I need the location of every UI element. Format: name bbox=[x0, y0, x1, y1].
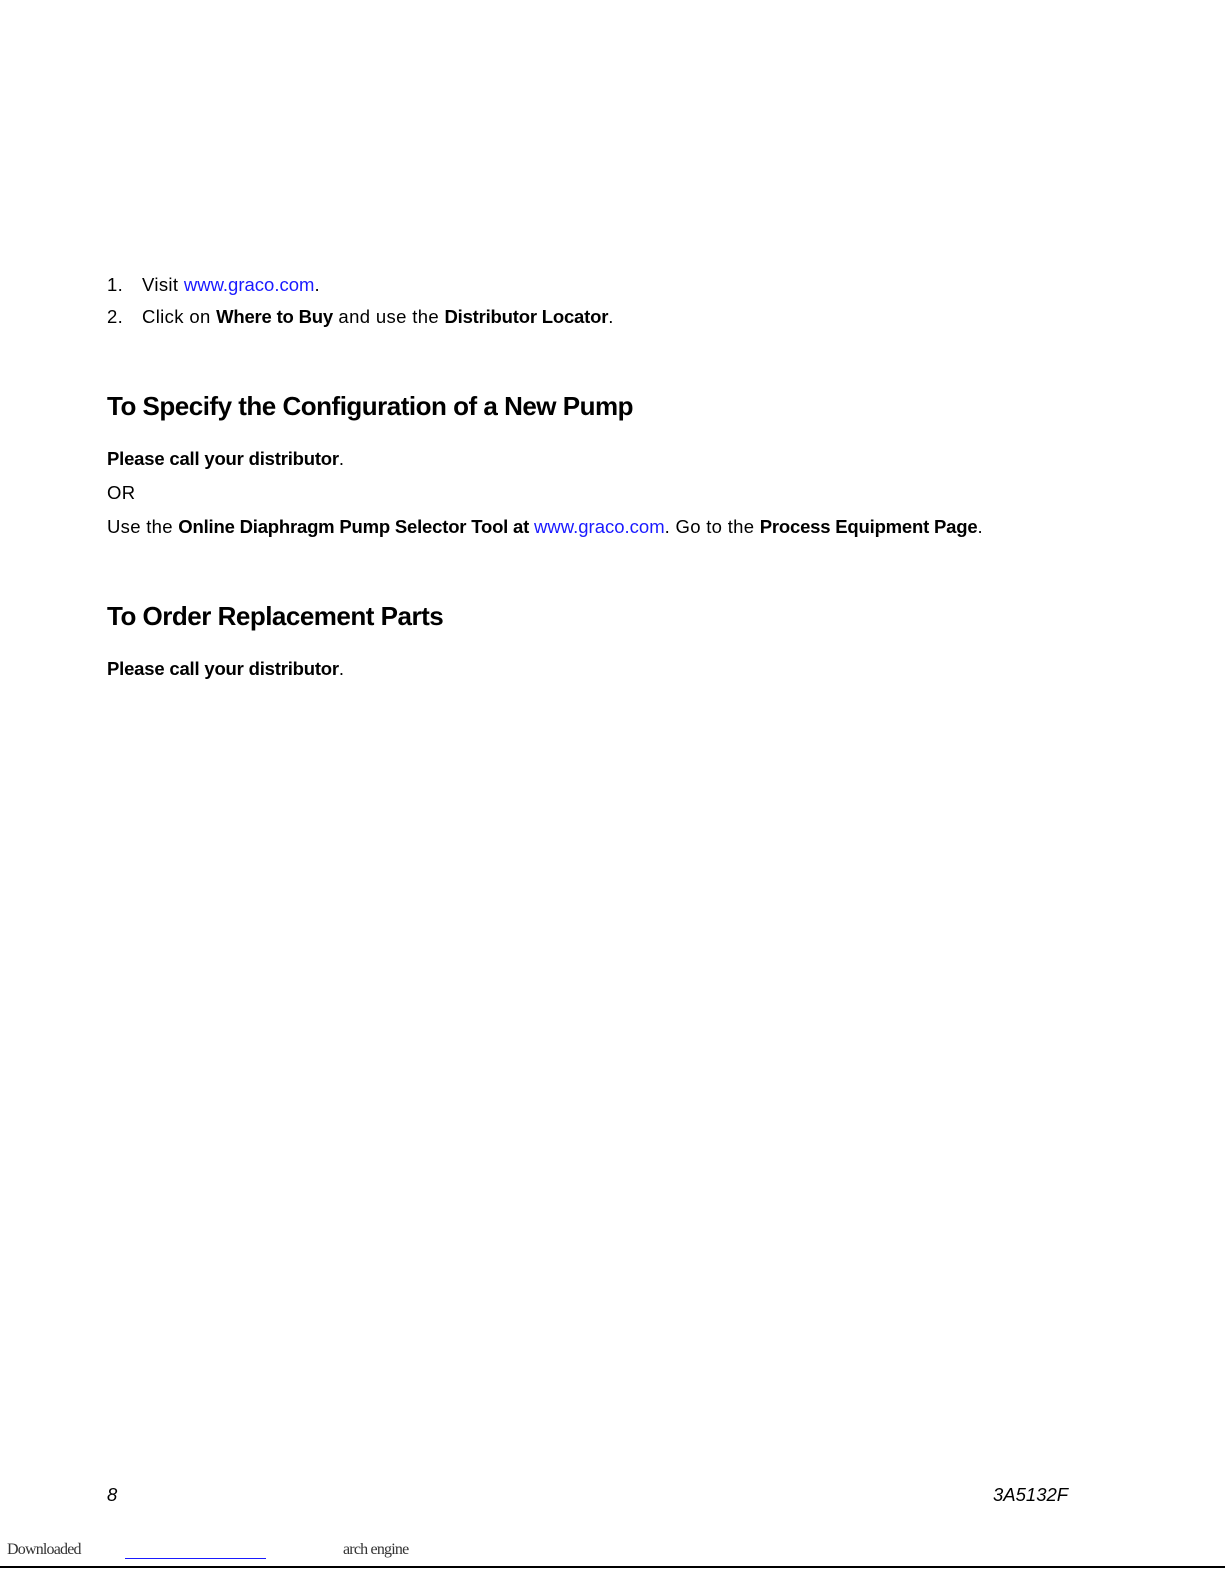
document-code: 3A5132F bbox=[993, 1484, 1069, 1505]
step-suffix: . bbox=[608, 306, 614, 327]
parts-call-line bbox=[107, 657, 344, 681]
where-to-buy-label: Where to Buy bbox=[216, 306, 333, 327]
step-1 bbox=[107, 272, 1107, 304]
step-number: 2. bbox=[107, 306, 124, 327]
distributor-steps bbox=[107, 272, 1107, 336]
graco-link[interactable]: www.graco.com bbox=[534, 516, 665, 537]
page-number: 8 bbox=[107, 1484, 118, 1505]
step-text bbox=[142, 304, 614, 330]
line-prefix: Use the bbox=[107, 516, 179, 537]
or-line: OR bbox=[107, 482, 136, 503]
step-prefix: Visit bbox=[142, 274, 184, 295]
step-middle: and use the bbox=[332, 306, 445, 327]
call-distributor-text: Please call your distributor bbox=[107, 448, 339, 469]
search-engine-text: arch engine bbox=[343, 1541, 409, 1558]
config-call-line bbox=[107, 447, 344, 471]
config-heading: To Specify the Configuration of a New Pump bbox=[107, 391, 633, 421]
step-text bbox=[142, 272, 320, 298]
process-equipment-label: Process Equipment Page bbox=[759, 516, 978, 537]
selector-tool-line bbox=[107, 515, 983, 539]
download-link-underline[interactable] bbox=[125, 1558, 266, 1559]
step-suffix: . bbox=[314, 274, 320, 295]
period: . bbox=[338, 658, 345, 679]
graco-link[interactable]: www.graco.com bbox=[183, 274, 315, 295]
download-bar bbox=[0, 1538, 1225, 1566]
step-2 bbox=[107, 304, 1107, 336]
bottom-divider bbox=[0, 1566, 1225, 1568]
selector-tool-label: Online Diaphragm Pump Selector Tool at bbox=[178, 516, 535, 537]
period: . bbox=[338, 448, 345, 469]
parts-heading: To Order Replacement Parts bbox=[107, 601, 444, 631]
distributor-locator-label: Distributor Locator bbox=[444, 306, 609, 327]
call-distributor-text: Please call your distributor bbox=[107, 658, 339, 679]
line-middle: . Go to the bbox=[664, 516, 760, 537]
period: . bbox=[977, 516, 983, 537]
download-text: Downloaded bbox=[7, 1541, 81, 1558]
step-number: 1. bbox=[107, 274, 124, 295]
step-prefix: Click on bbox=[142, 306, 217, 327]
